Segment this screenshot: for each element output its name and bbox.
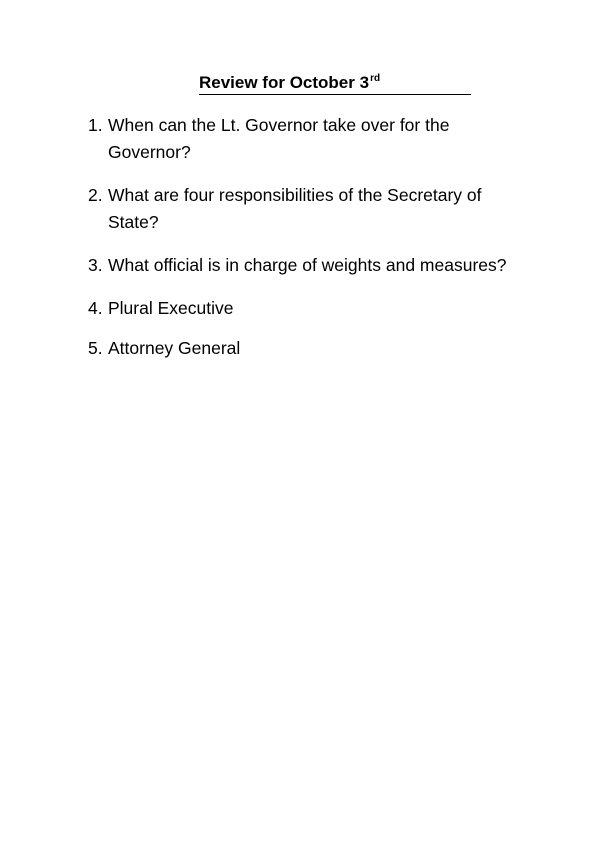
item-text: Attorney General bbox=[108, 338, 241, 358]
item-number: 3. bbox=[88, 255, 103, 275]
title-text: Review for October 3 bbox=[199, 73, 370, 92]
question-list bbox=[88, 112, 528, 375]
list-item bbox=[88, 295, 528, 322]
list-item bbox=[88, 182, 528, 236]
title-superscript: rd bbox=[370, 73, 381, 84]
item-text: Plural Executive bbox=[108, 298, 234, 318]
item-text: What official is in charge of weights and measures? bbox=[108, 255, 507, 275]
item-number: 2. bbox=[88, 185, 103, 205]
document-title bbox=[199, 72, 471, 95]
list-item bbox=[88, 252, 528, 279]
item-text: What are four responsibilities of the Secretary of State? bbox=[108, 185, 482, 232]
item-text: When can the Lt. Governor take over for the Governor? bbox=[108, 115, 450, 162]
item-number: 4. bbox=[88, 298, 103, 318]
list-item bbox=[88, 112, 528, 166]
item-number: 5. bbox=[88, 338, 103, 358]
list-item bbox=[88, 335, 528, 362]
item-number: 1. bbox=[88, 115, 103, 135]
